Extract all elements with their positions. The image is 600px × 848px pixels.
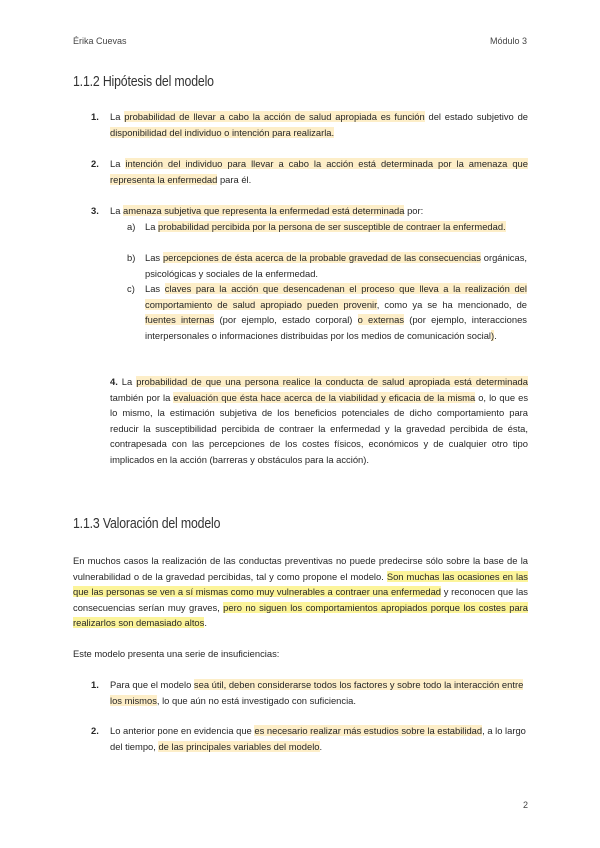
text-run: , como ya se ha mencionado, de — [376, 298, 528, 310]
item-number: 1. — [91, 111, 99, 122]
item-number: 2. — [91, 158, 99, 169]
text-run: La — [110, 158, 126, 169]
header-author: Érika Cuevas — [73, 36, 127, 46]
highlighted-text: amenaza subjetiva que representa la enfermedad está determinada — [123, 205, 405, 216]
text-run: La — [110, 111, 125, 122]
text-run: (por ejemplo, interacciones interpersonales o informaciones distribuidas por los medios de comunicación social — [145, 314, 527, 341]
subitem-letter: c) — [127, 283, 135, 294]
text-run: La — [117, 376, 137, 387]
text-run: o, lo que es lo mismo, la estimación subjetiva de los beneficios potenciales de dicho comportamiento para reducir la susceptibilidad percibida de contraer la enfermedad y la gravedad percibida de ésta, contrapesada con las percepciones de los costes físicos, económicos y de cualquier otro tipo implicados en la acción (barreras y obstáculos para la acción). — [110, 391, 529, 465]
highlighted-text: ) — [491, 329, 495, 341]
section-title-valoracion: 1.1.3 Valoración del modelo — [73, 516, 221, 532]
text-run: . — [204, 617, 207, 629]
hypothesis-item-1 — [110, 109, 528, 140]
text-run: para él. — [217, 173, 252, 185]
text-run: , a lo largo del tiempo, — [110, 725, 526, 752]
highlighted-text: es necesario realizar más estudios sobre la estabilidad — [254, 725, 483, 736]
text-run: y reconocen que las consecuencias serían muy graves, — [73, 586, 528, 613]
text-run: Lo anterior pone en evidencia que — [110, 725, 255, 736]
highlighted-text: pero no siguen los comportamientos apropiados porque los costes para realizarlos son demasiado altos — [73, 601, 528, 629]
text-run: La — [145, 221, 159, 232]
highlighted-text: de las principales variables del modelo — [158, 740, 320, 752]
text-run: La — [110, 205, 124, 216]
highlighted-text: claves para la acción que desencadenan el proceso que lleva a la realización del comportamiento de salud apropiado pueden provenir — [145, 283, 527, 310]
hypothesis-item-3 — [110, 203, 528, 219]
text-run: En muchos casos la realización de las conductas preventivas no puede predecirse sólo sobre la base de la vulnerabilidad o de la gravedad percibidas, tal y como propone el modelo. — [73, 555, 528, 582]
highlighted-text: Son muchas las ocasiones en las que las personas se ven a sí mismas como muy vulnerables a contraer una enfermedad — [73, 570, 528, 598]
header-module: Módulo 3 — [489, 36, 527, 46]
subitem-letter: a) — [127, 221, 136, 232]
hypothesis-item-4 — [110, 374, 528, 468]
insufficiency-item-1 — [110, 677, 528, 708]
highlighted-text: sea útil, deben considerarse todos los factores y sobre todo la interacción entre los mismos — [110, 679, 524, 706]
highlighted-text: o externas — [357, 314, 405, 326]
text-run: por: — [404, 205, 424, 216]
page-number: 2 — [522, 800, 528, 810]
valuation-paragraph — [73, 553, 528, 631]
text-run: orgánicas, psicológicas y sociales de la enfermedad. — [145, 252, 527, 279]
insufficiency-item-2 — [110, 723, 528, 754]
item-number: 1. — [91, 679, 99, 690]
item-text — [110, 376, 528, 465]
item-number: 3. — [91, 205, 99, 216]
text-run: del estado subjetivo de — [424, 111, 528, 122]
subitem-text — [145, 281, 527, 343]
text-run: Las — [145, 283, 165, 294]
insufficiencies-intro: Este modelo presenta una serie de insuficiencias: — [73, 648, 280, 659]
text-run: también por la — [110, 391, 174, 403]
item-number: 2. — [91, 725, 99, 736]
text-run: Para que el modelo — [110, 679, 194, 690]
highlighted-text: probabilidad de que una persona realice la conducta de salud apropiada está determinada — [136, 376, 528, 387]
section-title-hipotesis: 1.1.2 Hipótesis del modelo — [73, 74, 214, 90]
highlighted-text: intención del individuo para llevar a cabo la acción está determinada por la amenaza que representa la enfermedad — [110, 158, 528, 185]
subitem-b — [127, 250, 527, 282]
item-number: 4. — [110, 376, 118, 387]
highlighted-text: evaluación que ésta hace acerca de la viabilidad y eficacia de la misma — [173, 391, 476, 403]
highlighted-text: percepciones de ésta acerca de la probable gravedad de las consecuencias — [162, 252, 481, 263]
subitem-text — [145, 250, 527, 281]
text-run: . — [319, 740, 323, 752]
highlighted-text: probabilidad percibida por la persona de ser susceptible de contraer la enfermedad. — [158, 221, 506, 232]
text-run: . — [494, 329, 497, 341]
subitem-c — [127, 281, 527, 361]
text-run: (por ejemplo, estado corporal) — [214, 314, 358, 326]
highlighted-text: disponibilidad del individuo o intención para realizarla. — [110, 126, 335, 138]
subitem-letter: b) — [127, 252, 136, 263]
text-run: , lo que aún no está investigado con suficiencia. — [156, 694, 356, 706]
hypothesis-item-2 — [110, 156, 528, 187]
highlighted-text: fuentes internas — [145, 314, 215, 326]
subitem-text — [145, 219, 527, 235]
subitem-a — [127, 219, 527, 251]
highlighted-text: probabilidad de llevar a cabo la acción de salud apropiada es función — [124, 111, 425, 122]
text-run: Las — [145, 252, 163, 263]
